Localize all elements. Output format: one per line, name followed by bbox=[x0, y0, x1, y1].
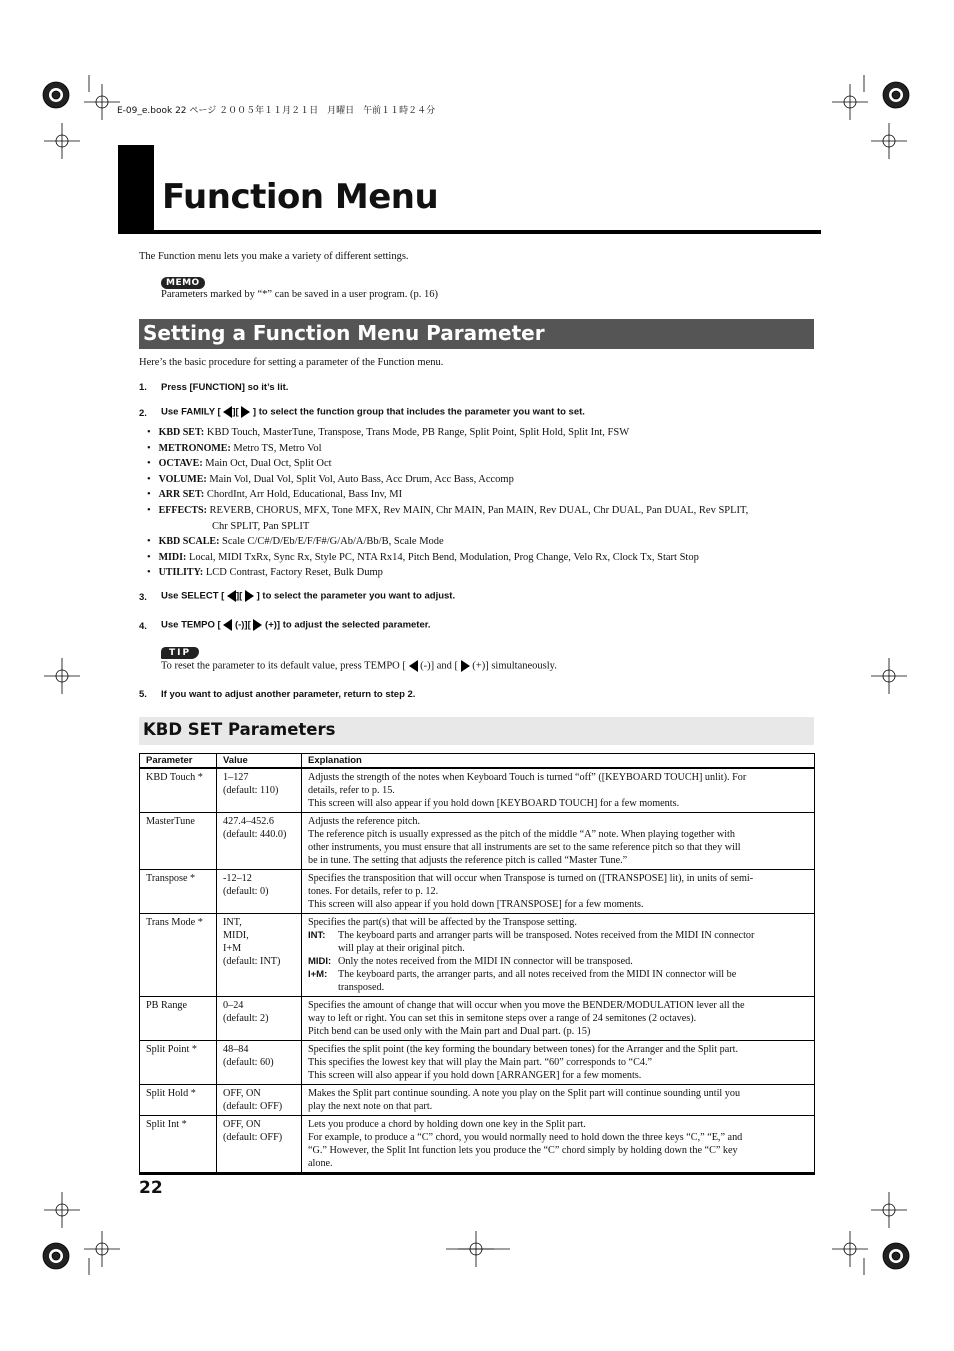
memo-icon: MEMO bbox=[161, 277, 205, 289]
value-line: (default: 440.0) bbox=[223, 829, 287, 840]
value-line: (default: 60) bbox=[223, 1057, 274, 1068]
option-desc bbox=[338, 955, 633, 968]
explanation-line: The reference pitch is usually expressed as the pitch of the middle “A” note. When playing together with bbox=[308, 829, 735, 840]
parameter-cell: Trans Mode * bbox=[140, 914, 217, 997]
group-name: METRONOME: bbox=[158, 442, 231, 454]
value-line: (default: INT) bbox=[223, 956, 281, 967]
group-name: EFFECTS: bbox=[158, 504, 207, 516]
value-cell bbox=[217, 997, 302, 1041]
explanation-cell bbox=[302, 997, 815, 1041]
parameter-cell: Split Hold * bbox=[140, 1085, 217, 1116]
triangle-right-icon bbox=[245, 590, 254, 602]
explanation-cell bbox=[302, 914, 815, 997]
value-cell bbox=[217, 1085, 302, 1116]
list-item: • ARR SET: ChordInt, Arr Hold, Educational, Bass Inv, MI bbox=[147, 489, 403, 501]
value-cell bbox=[217, 768, 302, 813]
value-line: (default: 2) bbox=[223, 1013, 269, 1024]
option-desc-line: transposed. bbox=[338, 982, 385, 993]
triangle-left-icon bbox=[223, 406, 232, 418]
explanation-cell bbox=[302, 870, 815, 914]
group-name: UTILITY: bbox=[158, 567, 204, 579]
list-item-continuation bbox=[147, 519, 807, 535]
explanation-line: way to left or right. You can set this in semitone steps over a range of 24 semitones (2 octaves). bbox=[308, 1013, 697, 1024]
crop-mark-icon bbox=[44, 1192, 80, 1228]
tip-badge bbox=[161, 642, 199, 660]
option-desc-line: The keyboard parts, the arranger parts, and all notes received from the MIDI IN connector will be bbox=[338, 969, 737, 980]
value-cell bbox=[217, 813, 302, 870]
tip-text-part: (+)] simultaneously. bbox=[472, 660, 557, 672]
explanation-line: This screen will also appear if you hold down [ARRANGER] for a few moments. bbox=[308, 1070, 642, 1081]
explanation-line: Specifies the amount of change that will occur when you move the BENDER/MODULATION lever all the bbox=[308, 1000, 745, 1011]
step-text: Press [FUNCTION] so it’s lit. bbox=[161, 382, 289, 393]
explanation-line: This specifies the lowest key that will play the Main part. “60” corresponds to “C4.” bbox=[308, 1057, 653, 1068]
explanation-line: Makes the Split part continue sounding. A note you play on the Split part will continue sounding until you bbox=[308, 1088, 741, 1099]
group-name: KBD SET: bbox=[158, 427, 205, 438]
section-title: Setting a Function Menu Parameter bbox=[143, 321, 545, 345]
group-items: Chr SPLIT, Pan SPLIT bbox=[212, 520, 310, 532]
step-text bbox=[161, 619, 431, 631]
option-item bbox=[308, 929, 808, 955]
explanation-line: tones. For details, refer to p. 12. bbox=[308, 886, 439, 897]
step-text-part: ] to select the parameter you want to adjust. bbox=[256, 590, 456, 602]
registration-mark-icon bbox=[883, 1243, 909, 1269]
table-body bbox=[140, 768, 815, 1173]
step-text-part: Use SELECT [ bbox=[161, 590, 225, 602]
crop-mark-icon bbox=[832, 84, 868, 120]
page-title: Function Menu bbox=[162, 177, 439, 217]
group-name: KBD SCALE: bbox=[158, 536, 220, 548]
group-name: MIDI: bbox=[158, 551, 187, 563]
group-list bbox=[147, 425, 807, 581]
registration-mark-icon bbox=[43, 1243, 69, 1269]
list-item: • UTILITY: LCD Contrast, Factory Reset, Bulk Dump bbox=[147, 567, 383, 579]
title-bar-block bbox=[118, 145, 154, 233]
step-text-part: Use FAMILY [ bbox=[161, 406, 221, 418]
list-item: • METRONOME: Metro TS, Metro Vol bbox=[147, 442, 322, 454]
value-line: OFF, ON bbox=[223, 1119, 261, 1130]
explanation-cell bbox=[302, 813, 815, 870]
explanation-line: Specifies the transposition that will occur when Transpose is turned on ([TRANSPOSE] lit), in units of semi- bbox=[308, 873, 754, 884]
registration-mark-icon bbox=[883, 82, 909, 108]
value-line: 48–84 bbox=[223, 1044, 249, 1055]
step-number: 4. bbox=[139, 621, 147, 632]
explanation-line: For example, to produce a “C” chord, you would normally need to hold down the three keys “C,” “E,” and bbox=[308, 1132, 743, 1143]
value-line: 1–127 bbox=[223, 772, 249, 783]
step-text-part: (-)][ bbox=[234, 619, 251, 631]
step-number: 3. bbox=[139, 592, 147, 603]
explanation-line: alone. bbox=[308, 1158, 333, 1169]
table-row bbox=[140, 813, 815, 870]
group-name: OCTAVE: bbox=[158, 458, 203, 470]
parameter-table bbox=[139, 753, 815, 1173]
step-number: 2. bbox=[139, 408, 147, 419]
value-cell bbox=[217, 1116, 302, 1173]
option-desc bbox=[338, 929, 754, 955]
page-number: 22 bbox=[139, 1178, 163, 1198]
group-items: Main Oct, Dual Oct, Split Oct bbox=[205, 458, 332, 470]
explanation-cell bbox=[302, 1085, 815, 1116]
explanation-cell bbox=[302, 768, 815, 813]
group-items: Metro TS, Metro Vol bbox=[233, 442, 322, 454]
explanation-line: Specifies the split point (the key forming the boundary between tones) for the Arranger and the Split part. bbox=[308, 1044, 739, 1055]
group-items: ChordInt, Arr Hold, Educational, Bass Inv, MI bbox=[206, 489, 403, 501]
crop-mark-icon bbox=[871, 1192, 907, 1228]
list-item: • VOLUME: Main Vol, Dual Vol, Split Vol, Auto Bass, Acc Drum, Acc Bass, Accomp bbox=[147, 473, 514, 485]
step-text-part: (+)] to adjust the selected parameter. bbox=[265, 619, 431, 631]
triangle-left-icon bbox=[223, 619, 232, 631]
table-row bbox=[140, 768, 815, 813]
group-items: LCD Contrast, Factory Reset, Bulk Dump bbox=[205, 567, 383, 579]
step-text-part: Use TEMPO [ bbox=[161, 619, 221, 631]
option-item bbox=[308, 968, 808, 994]
explanation-cell bbox=[302, 1116, 815, 1173]
option-desc-line: will play at their original pitch. bbox=[338, 943, 465, 954]
column-header: Value bbox=[217, 754, 302, 769]
group-items: Scale C/C#/D/Eb/E/F/F#/G/Ab/A/Bb/B, Scale Mode bbox=[222, 536, 444, 548]
value-line: 0–24 bbox=[223, 1000, 244, 1011]
option-key: I+M: bbox=[308, 969, 328, 980]
list-item: • EFFECTS: REVERB, CHORUS, MFX, Tone MFX, Rev MAIN, Chr MAIN, Pan MAIN, Rev DUAL, Chr DUAL, Pan DUAL, Rev SPLIT, bbox=[147, 504, 749, 516]
table-row bbox=[140, 1085, 815, 1116]
crop-mark-icon bbox=[832, 1231, 868, 1267]
group-items: REVERB, CHORUS, MFX, Tone MFX, Rev MAIN, Chr MAIN, Pan MAIN, Rev DUAL, Chr DUAL, Pan DUAL, Rev SPLIT, bbox=[209, 504, 749, 516]
table-row bbox=[140, 1116, 815, 1173]
list-item: • KBD SCALE: Scale C/C#/D/Eb/E/F/F#/G/Ab/A/Bb/B, Scale Mode bbox=[147, 536, 444, 548]
parameter-cell: Split Int * bbox=[140, 1116, 217, 1173]
value-line: OFF, ON bbox=[223, 1088, 261, 1099]
list-item: • MIDI: Local, MIDI TxRx, Sync Rx, Style PC, NTA Rx14, Pitch Bend, Modulation, Prog Change, Velo Rx, Clock Tx, Start Stop bbox=[147, 551, 699, 563]
step-text-part: ][ bbox=[236, 590, 243, 602]
memo-text: Parameters marked by “*” can be saved in a user program. (p. 16) bbox=[161, 289, 438, 300]
footer-rule bbox=[139, 1172, 815, 1175]
explanation-line: Adjusts the reference pitch. bbox=[308, 816, 421, 827]
option-key: INT: bbox=[308, 930, 326, 941]
value-line: (default: 0) bbox=[223, 886, 269, 897]
value-line: -12–12 bbox=[223, 873, 252, 884]
crop-mark-icon bbox=[44, 658, 80, 694]
value-cell bbox=[217, 870, 302, 914]
list-item: • KBD SET: KBD Touch, MasterTune, Transpose, Trans Mode, PB Range, Split Point, Split Hold, Split Int, FSW bbox=[147, 427, 630, 438]
step-number: 5. bbox=[139, 689, 147, 700]
explanation-line: be in tune. The setting that adjusts the reference pitch is called “Master Tune.” bbox=[308, 855, 628, 866]
parameter-cell: Transpose * bbox=[140, 870, 217, 914]
table-row bbox=[140, 914, 815, 997]
triangle-right-icon bbox=[241, 406, 250, 418]
step-number: 1. bbox=[139, 382, 147, 393]
triangle-right-icon bbox=[461, 660, 470, 672]
value-line: 427.4–452.6 bbox=[223, 816, 274, 827]
explanation-cell bbox=[302, 1041, 815, 1085]
subsection-title: KBD SET Parameters bbox=[143, 720, 336, 739]
list-item: • OCTAVE: Main Oct, Dual Oct, Split Oct bbox=[147, 458, 332, 470]
section-intro: Here’s the basic procedure for setting a parameter of the Function menu. bbox=[139, 357, 444, 368]
value-line: INT, bbox=[223, 917, 242, 928]
tip-text-part: To reset the parameter to its default value, press TEMPO [ bbox=[161, 660, 406, 672]
option-desc-line: The keyboard parts and arranger parts will be transposed. Notes received from the MIDI IN connector bbox=[338, 930, 755, 941]
triangle-left-icon bbox=[409, 660, 418, 672]
crop-mark-icon bbox=[44, 123, 80, 159]
value-line: (default: 110) bbox=[223, 785, 279, 796]
column-header: Explanation bbox=[302, 754, 815, 769]
option-desc bbox=[338, 968, 736, 994]
title-rule bbox=[118, 230, 821, 234]
value-line: I+M bbox=[223, 943, 242, 954]
table-row bbox=[140, 870, 815, 914]
value-cell bbox=[217, 1041, 302, 1085]
group-name: ARR SET: bbox=[158, 489, 205, 501]
explanation-line: Specifies the part(s) that will be affected by the Transpose setting. bbox=[308, 917, 577, 928]
explanation-line: details, refer to p. 15. bbox=[308, 785, 395, 796]
explanation-line: Adjusts the strength of the notes when Keyboard Touch is turned “off” ([KEYBOARD TOUCH] unlit). For bbox=[308, 772, 747, 783]
step-text: If you want to adjust another parameter, return to step 2. bbox=[161, 689, 416, 700]
parameter-cell: PB Range bbox=[140, 997, 217, 1041]
option-key: MIDI: bbox=[308, 956, 332, 967]
triangle-right-icon bbox=[253, 619, 262, 631]
explanation-line: “G.” However, the Split Int function lets you produce the “C” chord simply by holding down the “C” key bbox=[308, 1145, 738, 1156]
group-name: VOLUME: bbox=[158, 473, 207, 485]
explanation-line: Pitch bend can be used only with the Main part and Dual part. (p. 15) bbox=[308, 1026, 591, 1037]
explanation-line: This screen will also appear if you hold down [TRANSPOSE] for a few moments. bbox=[308, 899, 644, 910]
parameter-cell: MasterTune bbox=[140, 813, 217, 870]
step-text bbox=[161, 590, 455, 602]
explanation-line: Lets you produce a chord by holding down one key in the Split part. bbox=[308, 1119, 586, 1130]
memo-badge bbox=[161, 272, 205, 290]
parameter-cell: Split Point * bbox=[140, 1041, 217, 1085]
group-items: Main Vol, Dual Vol, Split Vol, Auto Bass, Acc Drum, Acc Bass, Accomp bbox=[209, 473, 514, 485]
step-text-part: ][ bbox=[232, 406, 239, 418]
print-header: E-09_e.book 22 ページ ２００５年１１月２１日 月曜日 午前１１時２４分 bbox=[117, 106, 436, 116]
table-header-row bbox=[140, 754, 815, 769]
group-items: Local, MIDI TxRx, Sync Rx, Style PC, NTA Rx14, Pitch Bend, Modulation, Prog Change, Velo Rx, Clock Tx, Start Stop bbox=[188, 551, 699, 563]
triangle-left-icon bbox=[227, 590, 236, 602]
column-header: Parameter bbox=[140, 754, 217, 769]
table-row bbox=[140, 997, 815, 1041]
option-desc-line: Only the notes received from the MIDI IN connector will be transposed. bbox=[338, 956, 633, 967]
table-row bbox=[140, 1041, 815, 1085]
tip-text-part: (-)] and [ bbox=[420, 660, 459, 672]
group-items: KBD Touch, MasterTune, Transpose, Trans Mode, PB Range, Split Point, Split Hold, Split Int, FSW bbox=[206, 427, 630, 438]
value-line: (default: OFF) bbox=[223, 1132, 283, 1143]
step-text-part: ] to select the function group that includes the parameter you want to set. bbox=[252, 406, 585, 418]
value-line: (default: OFF) bbox=[223, 1101, 283, 1112]
tip-text bbox=[161, 660, 557, 672]
value-cell bbox=[217, 914, 302, 997]
parameter-cell: KBD Touch * bbox=[140, 768, 217, 813]
intro-text: The Function menu lets you make a variety of different settings. bbox=[139, 251, 409, 262]
crop-mark-icon bbox=[871, 123, 907, 159]
registration-mark-icon bbox=[43, 82, 69, 108]
value-line: MIDI, bbox=[223, 930, 249, 941]
explanation-line: play the next note on that part. bbox=[308, 1101, 433, 1112]
option-item bbox=[308, 955, 808, 968]
tip-icon: TIP bbox=[161, 647, 199, 659]
step-text bbox=[161, 406, 585, 418]
explanation-line: other instruments, you must ensure that all instruments are set to the same reference pitch so that they will bbox=[308, 842, 741, 853]
explanation-line: This screen will also appear if you hold down [KEYBOARD TOUCH] for a few moments. bbox=[308, 798, 680, 809]
crop-mark-icon bbox=[871, 658, 907, 694]
